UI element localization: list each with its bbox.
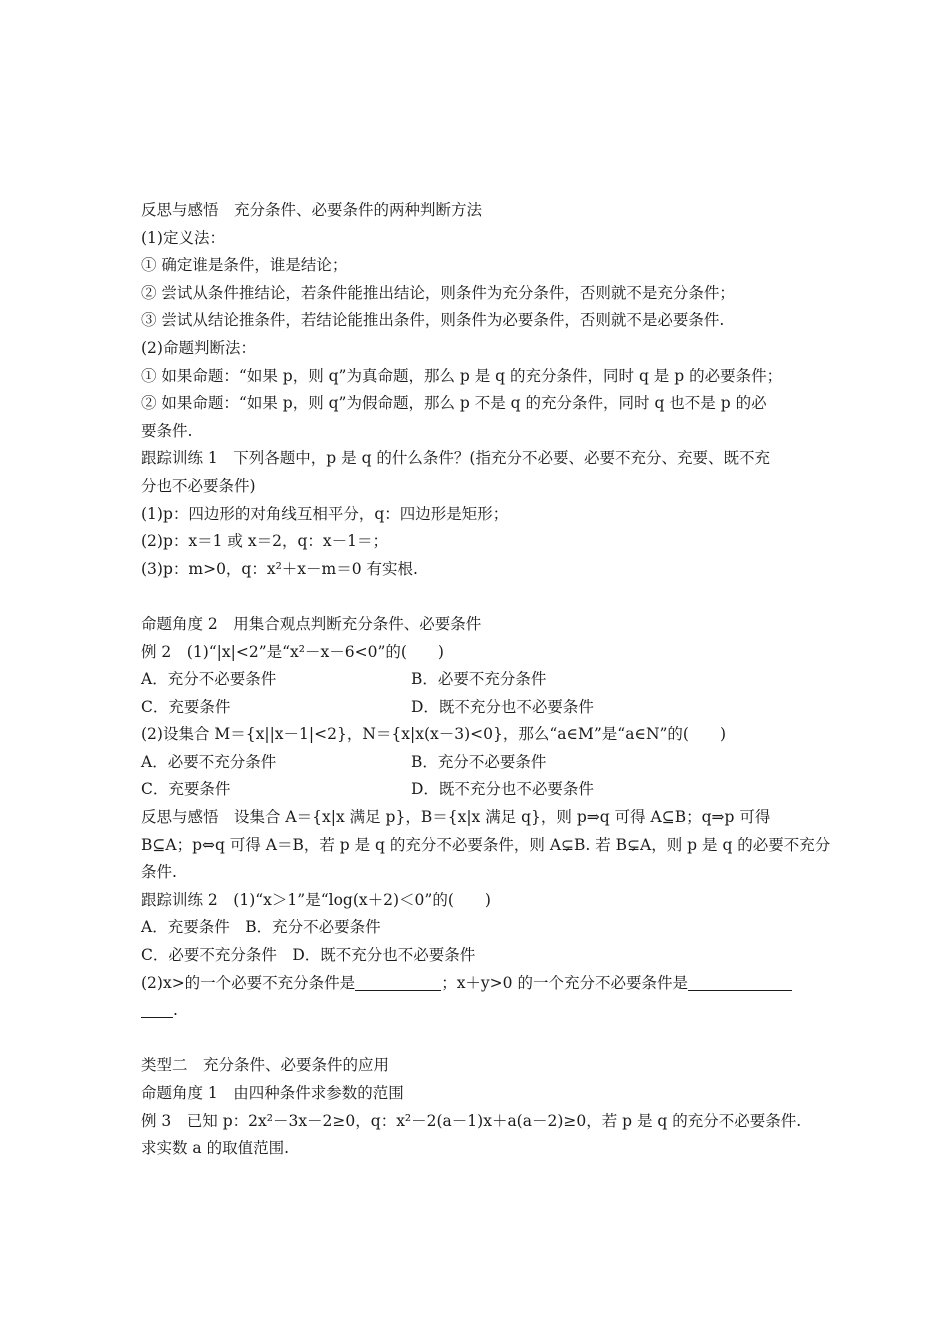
definition-step-1: ① 确定谁是条件，谁是结论； (141, 256, 348, 275)
example-3-question: 例 3 已知 p：2x²－3x－2≥0，q：x²－2(a－1)x＋a(a－2)≥0，若 p 是 q 的充分不必要条件. (141, 1111, 802, 1130)
option-c: C．充要条件 (141, 697, 231, 716)
practice-1-question-cont: 分也不必要条件) (141, 476, 256, 495)
proposition-step-2-cont: 要条件. (141, 421, 193, 440)
reflection-heading: 反思与感悟 充分条件、必要条件的两种判断方法 (141, 201, 483, 219)
option-a: A．充分不必要条件 (141, 670, 277, 689)
example-2-q1-options-row-1 (141, 666, 813, 694)
option-d: D．既不充分也不必要条件 (411, 780, 594, 799)
practice-1-question: 跟踪训练 1 下列各题中，p 是 q 的什么条件？(指充分不必要、必要不充分、充要、既不充 (141, 449, 770, 468)
example-2-q2-options-row-1 (141, 749, 813, 777)
question-2-prefix: (2)x>的一个必要不充分条件是 (141, 973, 356, 992)
practice-1-item-2: (2)p：x＝1 或 x＝2，q：x－1＝； (141, 532, 388, 551)
practice-1-item-3: (3)p：m>0，q：x²＋x－m＝0 有实根. (141, 559, 418, 578)
practice-2-options-row-2: C．必要不充分条件 D．既不充分也不必要条件 (141, 946, 476, 965)
type-2-heading: 类型二 充分条件、必要条件的应用 (141, 1056, 390, 1075)
example-3-question-cont: 求实数 a 的取值范围. (141, 1139, 290, 1158)
spacer (141, 583, 813, 611)
example-2-q2-options-row-2 (141, 776, 813, 804)
option-d: D．既不充分也不必要条件 (411, 697, 594, 716)
answer-blank-1 (355, 972, 441, 991)
practice-2-question-2-cont (141, 997, 813, 1025)
practice-2-options-row-1: A．充要条件 B．充分不必要条件 (141, 918, 381, 937)
example-2-q1-options-row-2 (141, 694, 813, 722)
definition-step-2: ② 尝试从条件推结论，若条件能推出结论，则条件为充分条件，否则就不是充分条件； (141, 283, 735, 302)
option-b: B．充分不必要条件 (411, 752, 547, 771)
option-a: A．必要不充分条件 (141, 752, 277, 771)
answer-blank-2 (688, 972, 792, 991)
angle-1-heading: 命题角度 1 由四种条件求参数的范围 (141, 1084, 404, 1102)
proposition-method-heading: (2)命题判断法： (141, 338, 256, 357)
practice-2-question-2 (141, 970, 813, 998)
reflection-2-line-2: B⊆A；p⇔q 可得 A＝B，若 p 是 q 的充分不必要条件，则 A⊊B. 若 B⊊A，则 p 是 q 的必要不充分 (141, 835, 831, 854)
question-2-middle: ；x＋y>0 的一个充分不必要条件是 (441, 973, 688, 992)
practice-2-question-1: 跟踪训练 2 (1)“x＞1”是“log(x＋2)＜0”的( ) (141, 890, 491, 909)
proposition-step-2: ② 如果命题：“如果 p，则 q”为假命题，那么 p 不是 q 的充分条件，同时 q 也不是 p 的必 (141, 394, 767, 413)
option-b: B．必要不充分条件 (411, 670, 547, 689)
reflection-2-line-3: 条件. (141, 863, 177, 882)
angle-2-heading: 命题角度 2 用集合观点判断充分条件、必要条件 (141, 614, 482, 633)
definition-method-heading: (1)定义法： (141, 228, 225, 247)
reflection-2-line-1: 反思与感悟 设集合 A＝{x|x 满足 p}，B＝{x|x 满足 q}，则 p⇒q 可得 A⊆B；q⇒p 可得 (141, 808, 771, 827)
option-c: C．充要条件 (141, 780, 231, 799)
definition-step-3: ③ 尝试从结论推条件，若结论能推出条件，则条件为必要条件，否则就不是必要条件. (141, 311, 725, 330)
spacer (141, 1025, 813, 1053)
document-content (141, 197, 831, 1163)
practice-1-item-1: (1)p：四边形的对角线互相平分，q：四边形是矩形； (141, 504, 509, 523)
answer-blank-2-cont (141, 999, 173, 1018)
question-2-end: . (173, 1001, 178, 1020)
example-2-question-1: 例 2 (1)“|x|<2”是“x²－x－6<0”的( ) (141, 642, 444, 661)
proposition-step-1: ① 如果命题：“如果 p，则 q”为真命题，那么 p 是 q 的充分条件，同时 q 是 p 的必要条件； (141, 366, 783, 385)
example-2-question-2: (2)设集合 M＝{x||x－1|<2}，N＝{x|x(x－3)<0}，那么“a∈M”是“a∈N”的( ) (141, 725, 727, 744)
